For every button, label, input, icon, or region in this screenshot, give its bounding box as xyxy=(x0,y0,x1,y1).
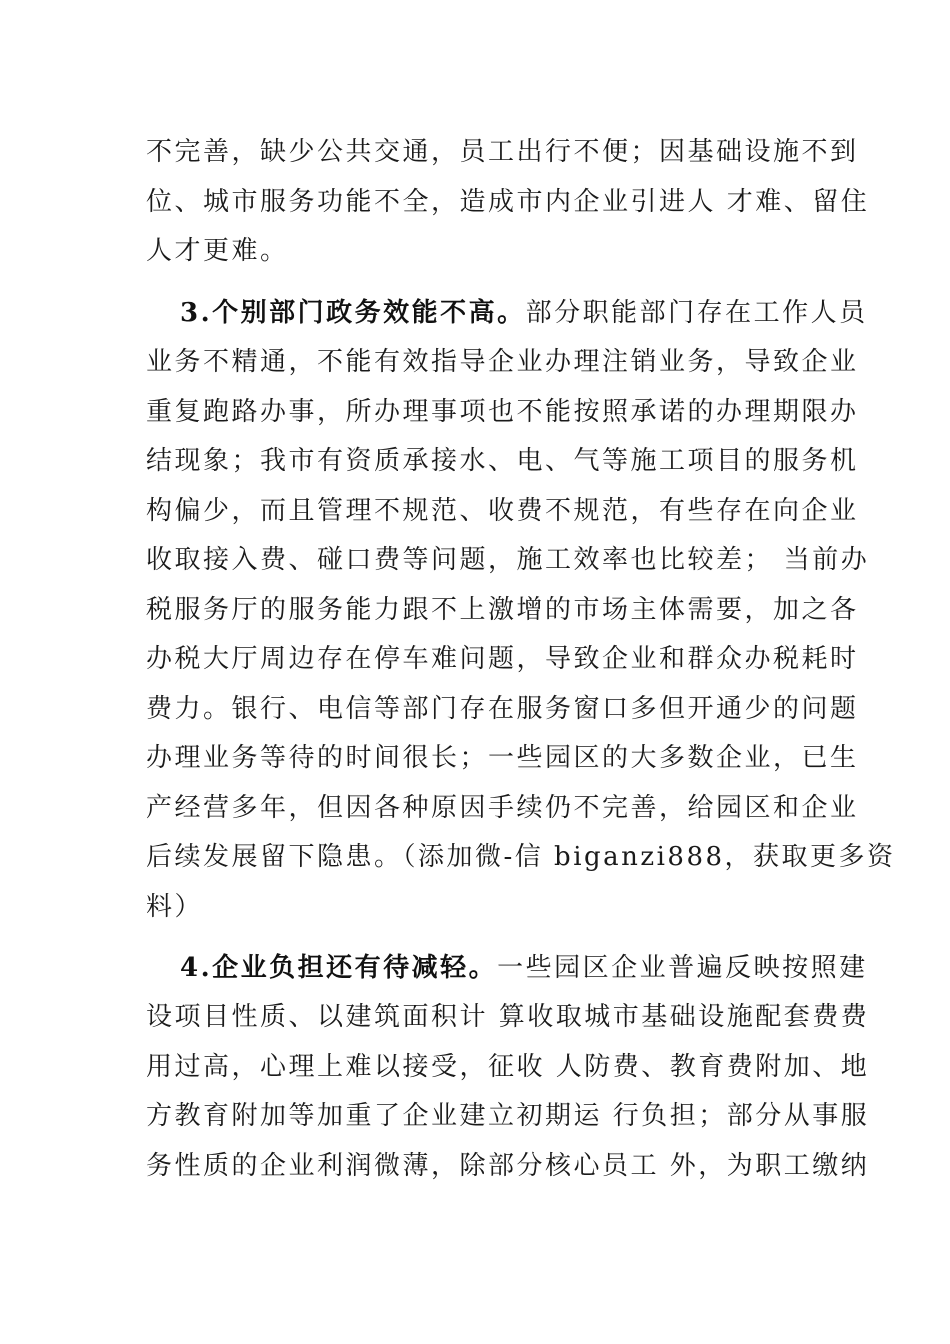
text-line xyxy=(180,293,868,333)
text-span: 一些园区企业普遍反映按照建 xyxy=(497,953,868,983)
text-line: 费力。银行、电信等部门存在服务窗口多但开通少的问题 xyxy=(146,694,859,724)
text-line: 人才更难。 xyxy=(146,236,289,266)
text-line: 重复跑路办事，所办理事项也不能按照承诺的办理期限办 xyxy=(146,397,859,427)
text-line xyxy=(180,948,868,988)
text-line: 结现象；我市有资质承接水、电、气等施工项目的服务机 xyxy=(146,446,859,476)
text-line: 后续发展留下隐患。（添加微-信 biganzi888，获取更多资 xyxy=(146,842,896,872)
text-line: 位、城市服务功能不全，造成市内企业引进人 才难、留住 xyxy=(146,187,870,217)
text-line: 收取接入费、碰口费等问题，施工效率也比较差； 当前办 xyxy=(146,545,870,575)
text-line: 办税大厅周边存在停车难问题，导致企业和群众办税耗时 xyxy=(146,644,859,674)
text-line: 产经营多年，但因各种原因手续仍不完善，给园区和企业 xyxy=(146,793,859,823)
text-line: 用过高，心理上难以接受，征收 人防费、教育费附加、地 xyxy=(146,1052,870,1082)
text-line: 不完善，缺少公共交通，员工出行不便；因基础设施不到 xyxy=(146,137,859,167)
section-heading: 4.企业负担还有待减轻。 xyxy=(180,953,498,983)
text-line: 构偏少，而且管理不规范、收费不规范，有些存在向企业 xyxy=(146,496,859,526)
text-line: 料） xyxy=(146,892,204,922)
text-line: 税服务厅的服务能力跟不上激增的市场主体需要，加之各 xyxy=(146,595,859,625)
text-line: 业务不精通，不能有效指导企业办理注销业务，导致企业 xyxy=(146,347,859,377)
text-line: 方教育附加等加重了企业建立初期运 行负担；部分从事服 xyxy=(146,1101,870,1131)
text-span: 部分职能部门存在工作人员 xyxy=(525,298,868,328)
text-line: 办理业务等待的时间很长；一些园区的大多数企业，已生 xyxy=(146,743,859,773)
section-heading: 3.个别部门政务效能不高。 xyxy=(180,298,526,328)
text-line: 务性质的企业利润微薄，除部分核心员工 外，为职工缴纳 xyxy=(146,1151,870,1181)
text-line: 设项目性质、以建筑面积计 算收取城市基础设施配套费费 xyxy=(146,1002,870,1032)
